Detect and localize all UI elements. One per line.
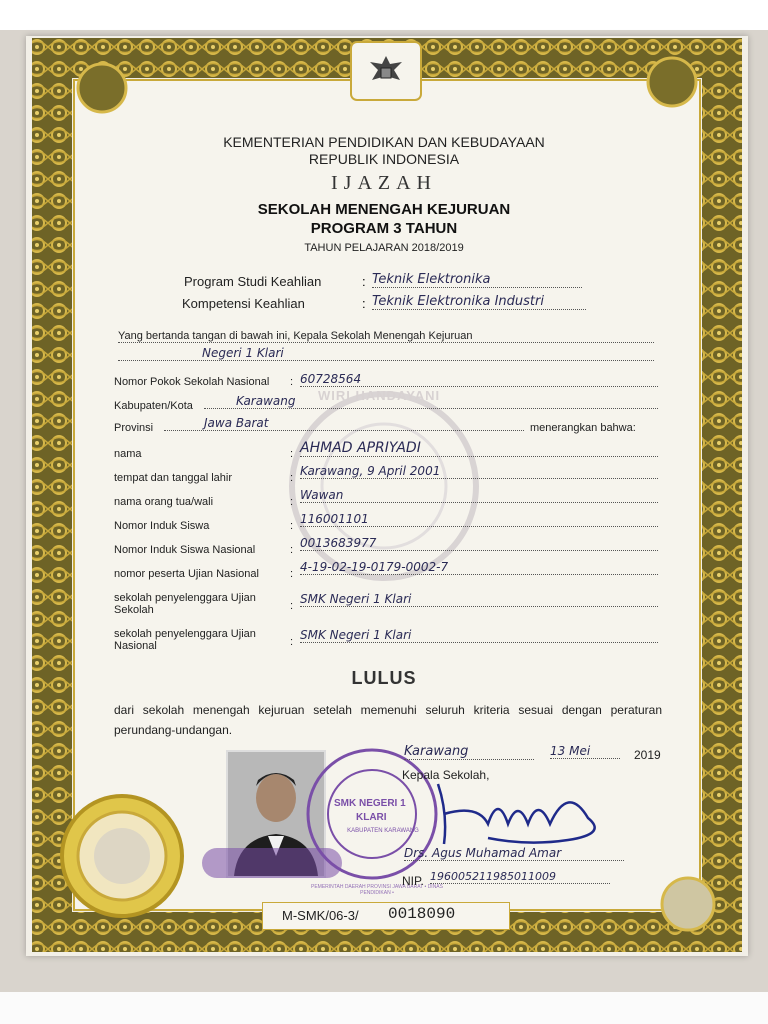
- field-value-ttl: Karawang, 9 April 2001: [300, 464, 658, 479]
- field-colon: :: [290, 376, 294, 388]
- fields-block: [114, 372, 662, 672]
- field-label-ttl: tempat dan tanggal lahir: [114, 472, 233, 484]
- field-value-nisn: 0013683977: [300, 536, 658, 551]
- field-colon: :: [290, 520, 294, 532]
- field-value-kabupaten: Karawang: [204, 394, 658, 409]
- stamp-line1: SMK NEGERI 1: [334, 798, 406, 809]
- nip-label: NIP.: [402, 874, 424, 888]
- top-margin: [0, 0, 768, 30]
- ministry-heading: KEMENTERIAN PENDIDIKAN DAN KEBUDAYAAN: [223, 134, 545, 150]
- sign-name: Drs. Agus Muhamad Amar: [404, 846, 624, 861]
- field-label-sekolah-us: sekolah penyelenggara Ujian Sekolah: [114, 592, 256, 616]
- field-label-nama: nama: [114, 448, 142, 460]
- program-label: Program Studi Keahlian: [184, 274, 322, 289]
- program-heading: PROGRAM 3 TAHUN: [310, 220, 458, 237]
- serial-number: 0018090: [388, 905, 456, 923]
- watermark-text: WIRI HANDAYANI: [318, 388, 441, 403]
- nip-value: 196005211985011009: [430, 870, 610, 884]
- intro-text: [118, 330, 654, 343]
- republic-heading: REPUBLIK INDONESIA: [308, 151, 460, 167]
- program-value: Teknik Elektronika: [372, 272, 582, 288]
- field-colon: :: [290, 600, 294, 612]
- statement-text: dari sekolah menengah kejuruan setelah memenuhi seluruh kriteria sesuai dengan peraturan perundang-undangan.: [114, 703, 662, 737]
- field-value-npsn: 60728564: [300, 372, 658, 387]
- field-value-un: 4-19-02-19-0179-0002-7: [300, 560, 658, 575]
- field-label-un: nomor peserta Ujian Nasional: [114, 568, 259, 580]
- field-colon: :: [290, 636, 294, 648]
- sign-date: 13 Mei: [550, 744, 620, 759]
- school-type-heading: SEKOLAH MENENGAH KEJURUAN: [257, 201, 511, 218]
- field-value-sekolah-un: SMK Negeri 1 Klari: [300, 628, 658, 643]
- stamp-line2: KLARI: [356, 812, 387, 823]
- field-label-npsn: Nomor Pokok Sekolah Nasional: [114, 376, 270, 388]
- sign-role: Kepala Sekolah,: [402, 768, 490, 782]
- field-colon: :: [290, 568, 294, 580]
- field-suffix-provinsi: menerangkan bahwa:: [530, 422, 636, 434]
- field-label-nis: Nomor Induk Siswa: [114, 520, 210, 532]
- garuda-emblem-icon: [364, 50, 408, 94]
- field-value-nis: 116001101: [300, 512, 658, 527]
- competency-label: Kompetensi Keahlian: [182, 296, 305, 311]
- stamp-sub: KABUPATEN KARAWANG: [347, 828, 419, 834]
- field-colon: :: [290, 544, 294, 556]
- document-title: IJAZAH: [331, 172, 437, 194]
- field-label-orangtua: nama orang tua/wali: [114, 496, 214, 508]
- field-label-nisn: Nomor Induk Siswa Nasional: [114, 544, 256, 556]
- field-value-provinsi: Jawa Barat: [164, 416, 524, 431]
- intro-sentence: Yang bertanda tangan di bawah ini, Kepala Sekolah Menengah Kejuruan: [118, 330, 473, 342]
- sign-place: Karawang: [404, 744, 534, 760]
- competency-value: Teknik Elektronika Industri: [372, 294, 586, 310]
- field-label-kabupaten: Kabupaten/Kota: [114, 400, 193, 412]
- program-colon: :: [362, 274, 366, 289]
- serial-prefix: M-SMK/06-3/: [282, 908, 359, 923]
- stamp-ring-text: PEMERINTAH DAERAH PROVINSI JAWA BARAT • DINAS PENDIDIKAN •: [311, 884, 443, 896]
- competency-colon: :: [362, 296, 366, 311]
- field-label-sekolah-un: sekolah penyelenggara Ujian Nasional: [114, 628, 256, 652]
- certificate-paper: [26, 36, 748, 956]
- field-label-provinsi: Provinsi: [114, 422, 154, 434]
- sign-year: 2019: [634, 748, 661, 762]
- field-value-nama: AHMAD APRIYADI: [300, 440, 658, 457]
- field-value-orangtua: Wawan: [300, 488, 658, 503]
- field-value-sekolah-us: SMK Negeri 1 Klari: [300, 592, 658, 607]
- field-colon: :: [290, 448, 294, 460]
- field-colon: :: [290, 496, 294, 508]
- academic-year: TAHUN PELAJARAN 2018/2019: [304, 242, 464, 254]
- result-text: LULUS: [351, 668, 417, 688]
- bottom-margin: [0, 992, 768, 1024]
- field-colon: :: [290, 472, 294, 484]
- intro-school-value: Negeri 1 Klari: [118, 346, 654, 361]
